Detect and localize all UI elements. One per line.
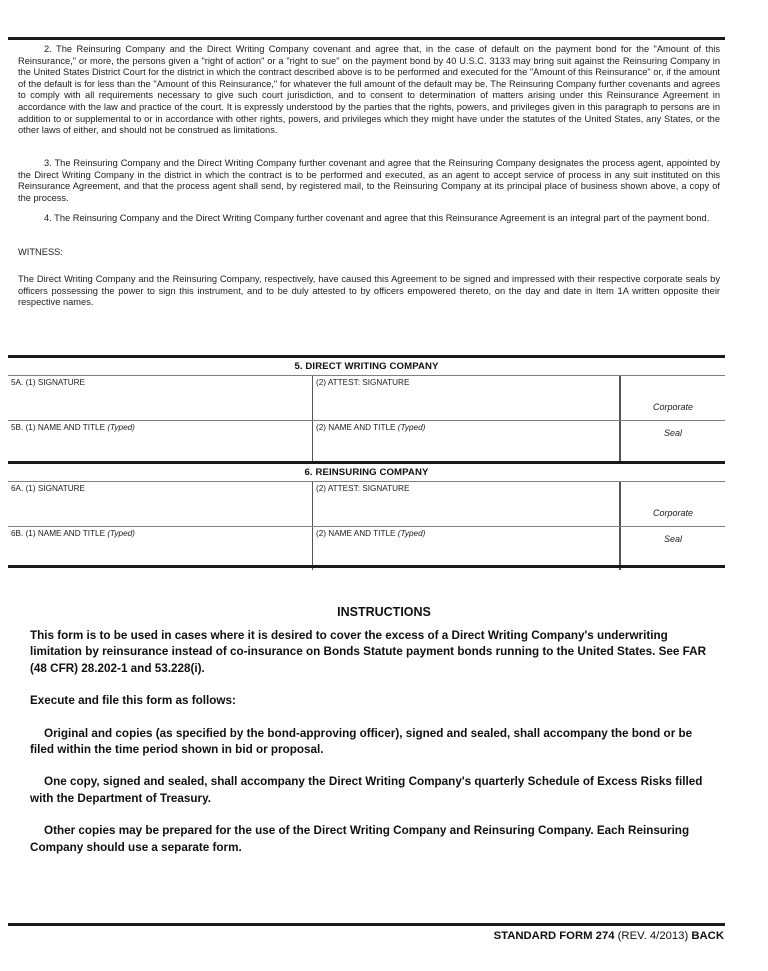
field-5a-attest-signature[interactable] — [313, 376, 620, 420]
instructions-step-1: Original and copies (as specified by the bond-approving officer), signed and sealed, shall accompany the bond or be filed within the time period shown in bid or proposal. — [30, 726, 693, 757]
field-6b-attest-name-and-title[interactable] — [313, 527, 620, 570]
field-5a-signature-label: 5A. (1) SIGNATURE — [11, 378, 86, 387]
direct-writing-row-5a — [8, 376, 725, 420]
field-6a-attest-signature[interactable] — [313, 482, 620, 526]
field-6b-name-and-title-label — [11, 529, 312, 539]
direct-writing-seal-spacer-b — [620, 421, 725, 464]
reinsuring-row-6a — [8, 482, 725, 526]
reinsuring-seal-spacer-a — [620, 482, 725, 526]
instructions-step-3: Other copies may be prepared for the use of the Direct Writing Company and Reinsuring Company. Each Reinsuring Company should use a separate form. — [30, 824, 690, 854]
instructions-title: INSTRUCTIONS — [337, 605, 431, 619]
field-6b-label-typed: (Typed) — [107, 529, 135, 538]
instructions-intro: This form is to be used in cases where it is desired to cover the excess of a Direct Writing Company's underwriting limitation by reinsurance instead of co-insurance on Bonds Statute payment bonds running to the United States. See FAR (48 CFR) 28.202-1 and 53.228(i). — [30, 629, 707, 675]
field-5b-attest-name-and-title-label — [316, 423, 619, 433]
reinsuring-company-table — [8, 461, 725, 570]
field-6b-attest-label-typed: (Typed) — [397, 529, 426, 538]
footer-divider-rule — [8, 923, 725, 926]
field-6b-attest-label-text: (2) NAME AND TITLE — [316, 529, 398, 538]
field-5a-signature[interactable] — [8, 376, 313, 420]
witness-statement-container — [18, 274, 720, 319]
reinsuring-seal-line2: Seal — [663, 534, 682, 544]
field-6b-name-and-title[interactable] — [8, 527, 313, 570]
reinsuring-grid — [8, 481, 725, 570]
form-identification-footer — [494, 930, 724, 942]
clause-paragraph-3: 3. The Reinsuring Company and the Direct Writing Company further covenant and agree that the Reinsuring Company designates the process agent, appointed by the Direct Writing Company in the district in which the contract is to be performed and executed, as an agent to accept service of process in any suit instituted on this Reinsurance Agreement, and that the process agent shall send, by registered mail, to the Reinsuring Company at its principal place of business shown above, a copy of the process. — [18, 158, 720, 203]
direct-writing-seal-line1: Corporate — [652, 402, 694, 412]
instructions-body — [30, 628, 710, 872]
field-5b-name-and-title-label — [11, 423, 312, 433]
field-5b-name-and-title[interactable] — [8, 421, 313, 464]
direct-writing-grid — [8, 375, 725, 464]
field-6a-attest-signature-label: (2) ATTEST: SIGNATURE — [316, 484, 410, 493]
reinsuring-seal-line1: Corporate — [652, 508, 694, 518]
footer-side: BACK — [691, 930, 724, 942]
field-5b-attest-label-typed: (Typed) — [397, 423, 426, 432]
direct-writing-heading: 5. DIRECT WRITING COMPANY — [294, 361, 439, 372]
instructions-execute-heading: Execute and file this form as follows: — [30, 694, 236, 708]
clause-paragraph-2-container — [18, 44, 720, 147]
reinsuring-row-6b — [8, 526, 725, 570]
field-6b-attest-name-and-title-label — [316, 529, 619, 539]
footer-form-name: STANDARD FORM 274 — [493, 930, 615, 942]
reinsuring-heading: 6. REINSURING COMPANY — [304, 467, 429, 478]
direct-writing-seal-line2: Seal — [663, 428, 682, 438]
clause-paragraph-4: 4. The Reinsuring Company and the Direct Writing Company further covenant and agree that this Reinsurance Agreement is an integral part of the payment bond. — [44, 213, 710, 223]
field-5b-label-typed: (Typed) — [107, 423, 135, 432]
field-6a-signature-label: 6A. (1) SIGNATURE — [11, 484, 86, 493]
instructions-step-2: One copy, signed and sealed, shall accompany the Direct Writing Company's quarterly Schedule of Excess Risks filled with the Department of Treasury. — [30, 775, 703, 805]
direct-writing-seal-spacer-a — [620, 376, 725, 420]
field-5b-attest-name-and-title[interactable] — [313, 421, 620, 464]
field-5b-attest-label-text: (2) NAME AND TITLE — [316, 423, 398, 432]
witness-statement: The Direct Writing Company and the Reinsuring Company, respectively, have caused this Agreement to be signed and impressed with their respective corporate seals by officers possessing the power to sign this instrument, and to be duly attested to by officers empowered thereto, on the day and date in Item 1A written opposite their respective names. — [18, 274, 720, 308]
footer-revision: (REV. 4/2013) — [617, 930, 689, 942]
field-5a-attest-signature-label: (2) ATTEST: SIGNATURE — [316, 378, 410, 387]
direct-writing-row-5b — [8, 420, 725, 464]
clause-paragraph-3-container — [18, 158, 720, 214]
tables-bottom-rule — [8, 565, 725, 568]
reinsuring-seal-spacer-b — [620, 527, 725, 570]
witness-label: WITNESS: — [18, 247, 63, 257]
clause-paragraph-4-container — [18, 213, 720, 235]
direct-writing-company-table — [8, 355, 725, 464]
top-divider-rule — [8, 37, 725, 40]
field-6b-label-text: 6B. (1) NAME AND TITLE — [11, 529, 108, 538]
field-6a-signature[interactable] — [8, 482, 313, 526]
field-5b-label-text: 5B. (1) NAME AND TITLE — [11, 423, 108, 432]
clause-paragraph-2: 2. The Reinsuring Company and the Direct Writing Company covenant and agree that, in the case of default on the payment bond for the "Amount of this Reinsurance," or more, the persons given a "right of action" or a "right to sue" on the payment bond by 40 U.S.C. 3133 may bring suit against the Reinsuring Company in the United States District Court for the district in which the contract described above is to be performed and executed for the "Amount of this Reinsurance" or, if the amount of the default is for less than the "Amount of this Reinsurance," for whatever the full amount of the default may be. The Reinsuring Company further covenants and agrees to comply with all requirements necessary to give such court jurisdiction, and to consent to determination of matters arising under this Reinsurance Agreement in accordance with the law and practice of the court. It is expressly understood by the parties that the rights, powers, and privileges given in this paragraph to persons are in addition to or supplemental to or in accordance with other rights, powers, and privileges which they might have under the statutes of the United States, any States, or the other laws of either, and should not be construed as limitations. — [18, 44, 720, 136]
